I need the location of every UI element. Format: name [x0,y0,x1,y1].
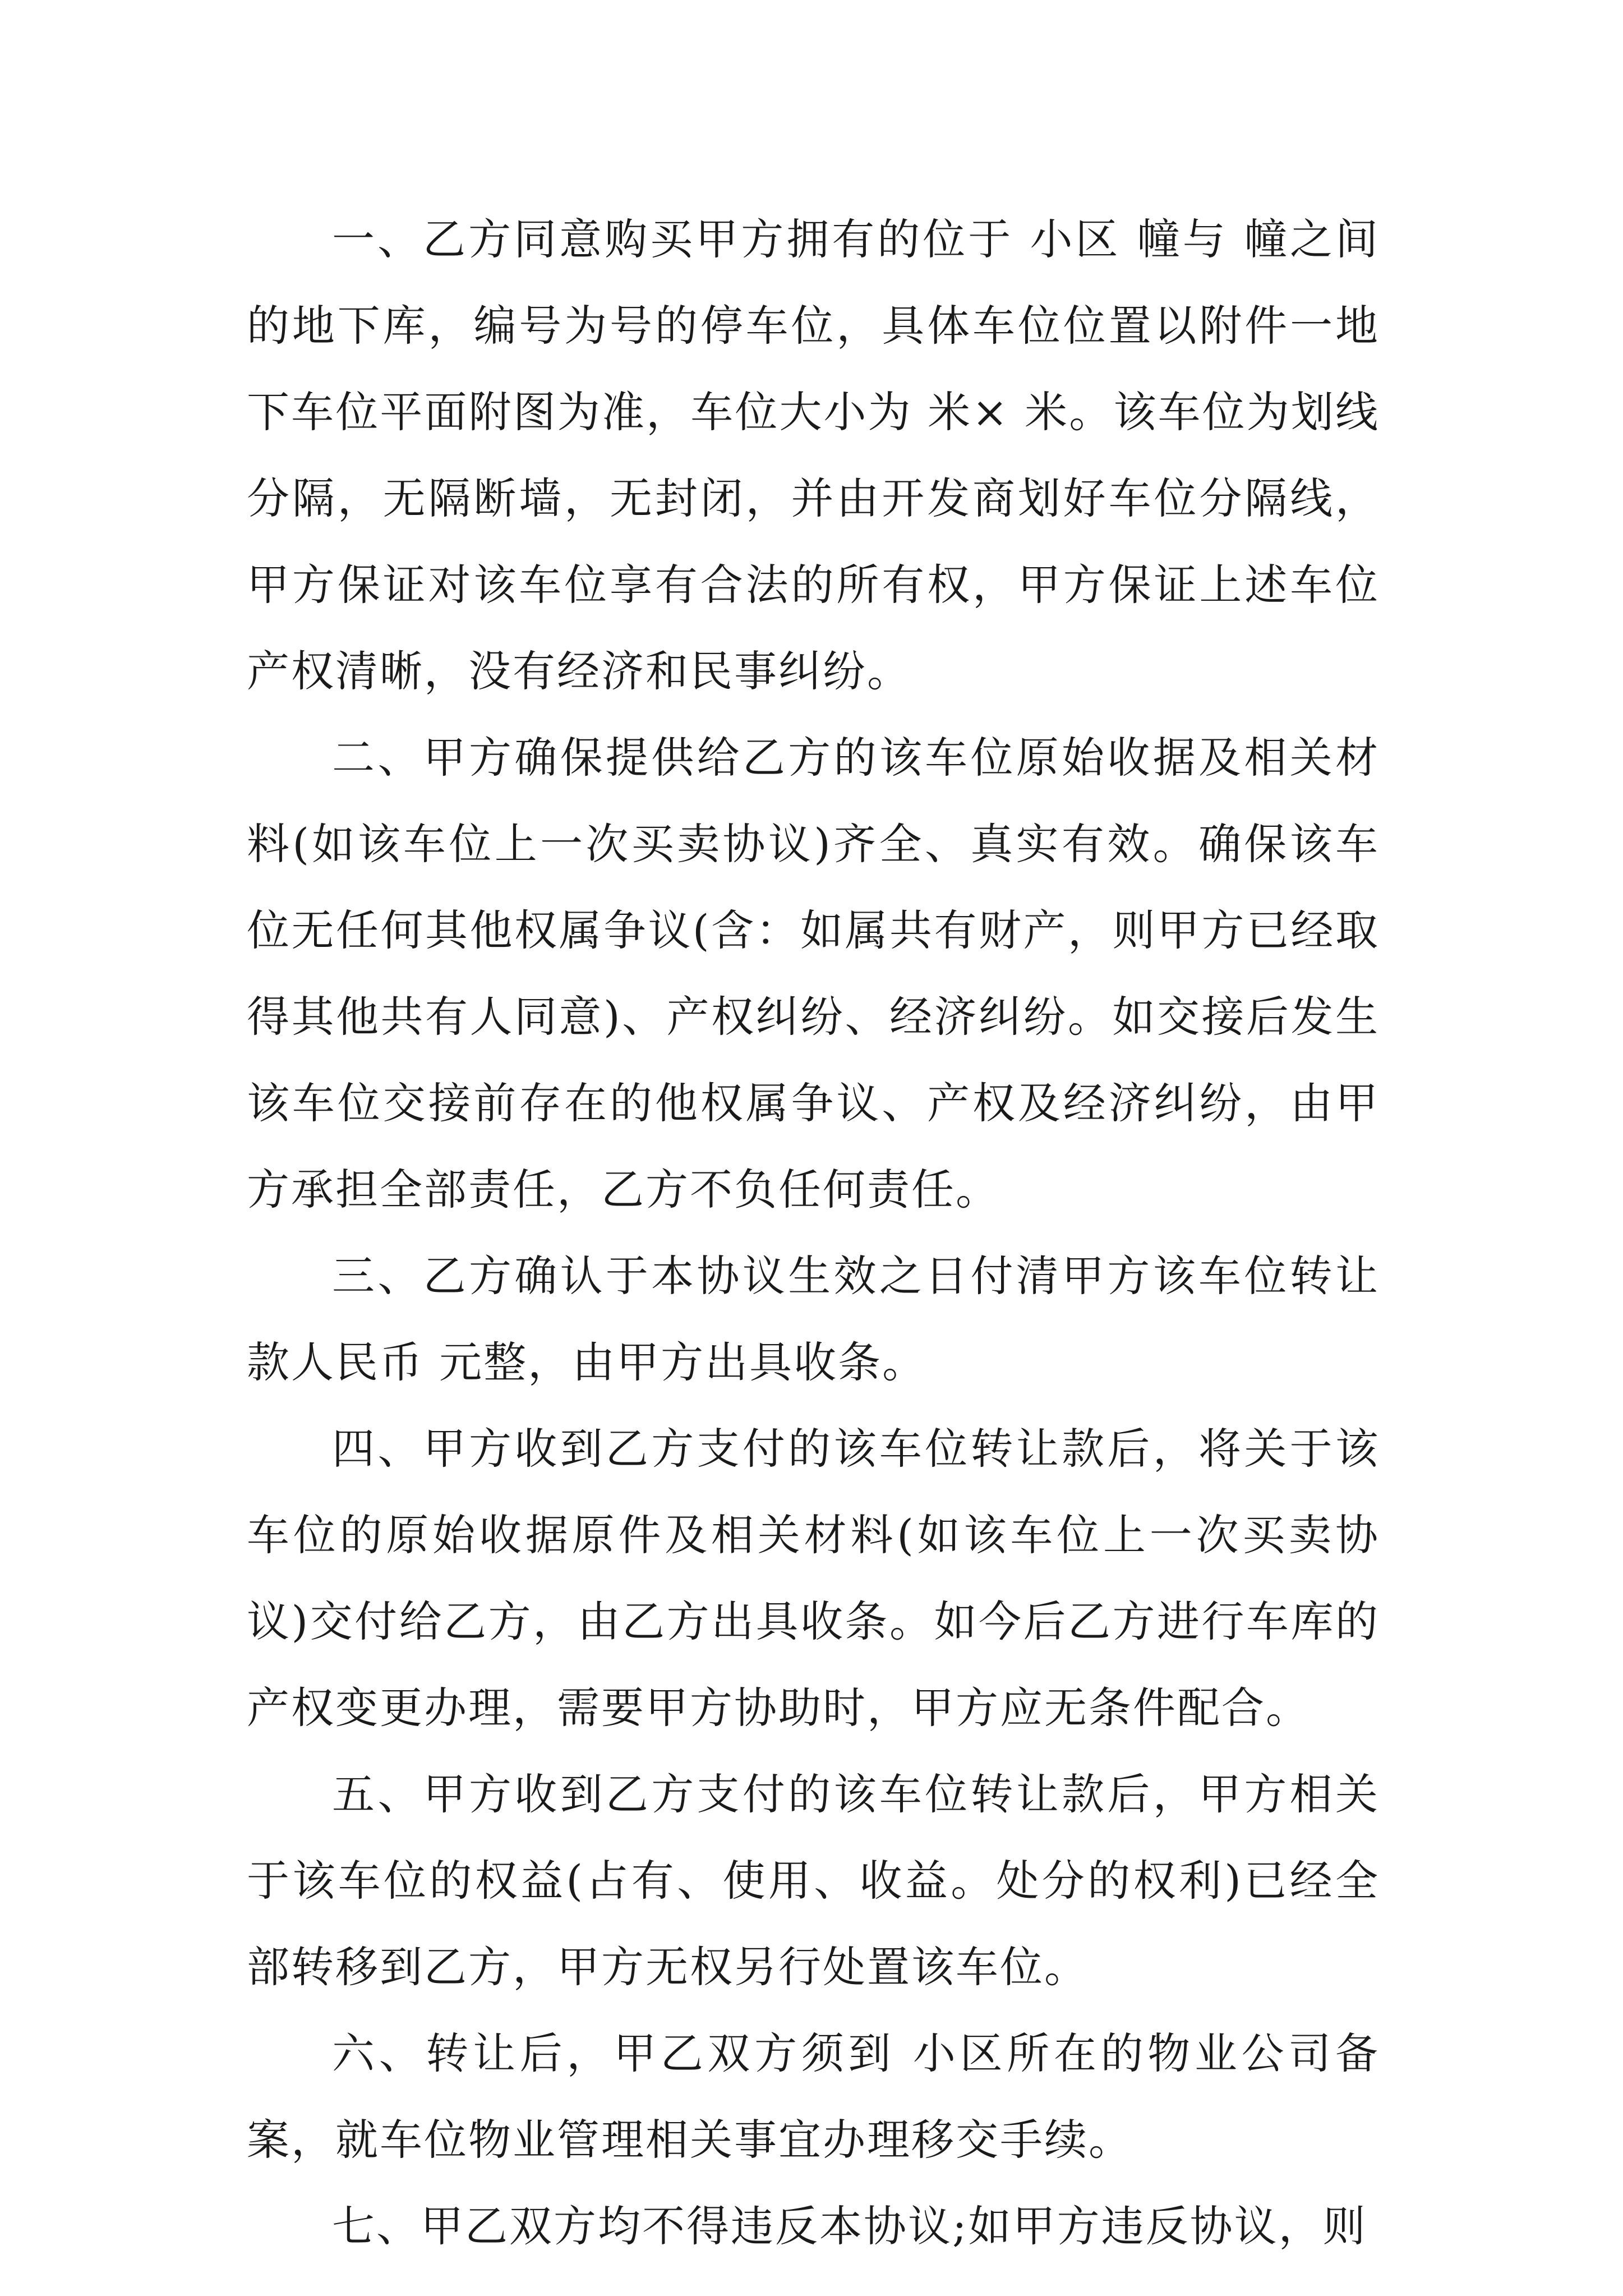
document-body [247,196,1380,2270]
clause-7: 七、甲乙双方均不得违反本协议;如甲方违反协议，则 [332,2201,1367,2251]
clause-4: 四、甲方收到乙方支付的该车位转让款后，将关于该车位的原始收据原件及相关材料(如该车位上一次买卖协议)交付给乙方，由乙方出具收条。如今后乙方进行车库的产权变更办理，需要甲方协助时，甲方应无条件配合。 [247,1424,1380,1733]
clause-2: 二、甲方确保提供给乙方的该车位原始收据及相关材料(如该车位上一次买卖协议)齐全、真实有效。确保该车位无任何其他权属争议(含：如属共有财产，则甲方已经取得其他共有人同意)、产权纠纷、经济纠纷。如交接后发生该车位交接前存在的他权属争议、产权及经济纠纷，由甲方承担全部责任，乙方不负任何责任。 [247,733,1380,1214]
clause-5: 五、甲方收到乙方支付的该车位转让款后，甲方相关于该车位的权益(占有、使用、收益。处分的权利)已经全部转移到乙方，甲方无权另行处置该车位。 [247,1769,1380,1992]
clause-6: 六、转让后，甲乙双方须到 小区所在的物业公司备案，就车位物业管理相关事宜办理移交手续。 [247,2028,1380,2165]
clause-3: 三、乙方确认于本协议生效之日付清甲方该车位转让款人民币 元整，由甲方出具收条。 [247,1251,1380,1387]
clause-1: 一、乙方同意购买甲方拥有的位于 小区 幢与 幢之间的地下库，编号为号的停车位，具体车位位置以附件一地下车位平面附图为准，车位大小为 米× 米。该车位为划线分隔，无隔断墙，无封闭，并由开发商划好车位分隔线，甲方保证对该车位享有合法的所有权，甲方保证上述车位产权清晰，没有经济和民事纠纷。 [247,214,1380,696]
